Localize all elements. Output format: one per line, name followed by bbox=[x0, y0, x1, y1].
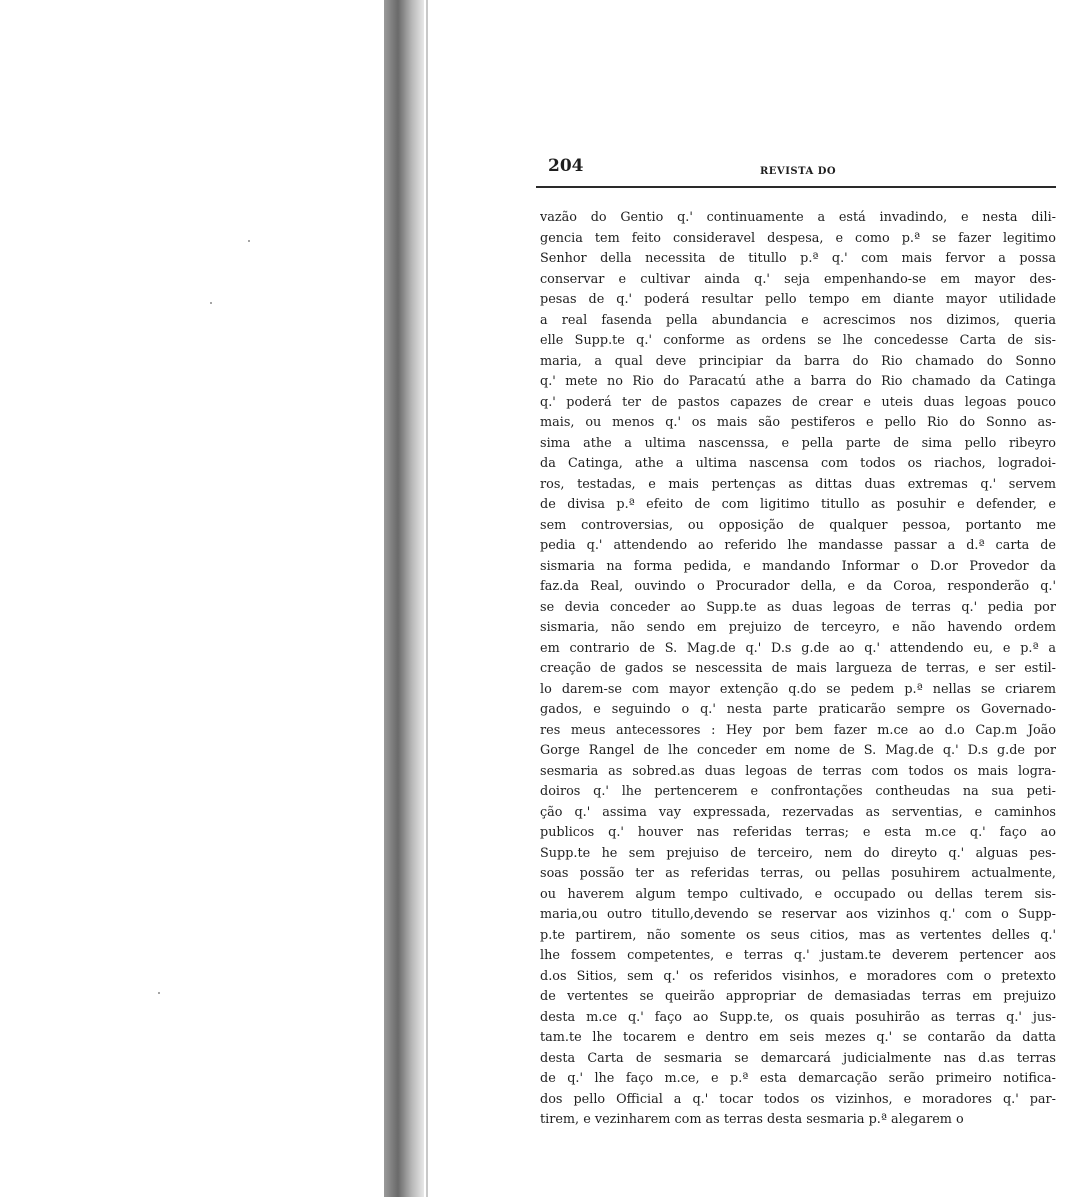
text-line: desta Carta de sesmaria se demarcará judicialmente nas d.as terras bbox=[540, 1050, 1056, 1066]
text-line: lo darem-se com mayor extenção q.do se pedem p.ª nellas se criarem bbox=[540, 681, 1056, 697]
text-line: gados, e seguindo o q.' nesta parte praticarão sempre os Governado- bbox=[540, 702, 1056, 717]
text-line: sismaria na forma pedida, e mandando Informar o D.or Provedor da bbox=[540, 558, 1056, 574]
text-line: ros, testadas, e mais pertenças as dittas duas extremas q.' servem bbox=[540, 476, 1056, 492]
text-line: vazão do Gentio q.' continuamente a está invadindo, e nesta dili- bbox=[540, 210, 1056, 225]
text-line: soas possão ter as referidas terras, ou pellas posuhirem actualmente, bbox=[540, 866, 1056, 881]
text-line: faz.da Real, ouvindo o Procurador della, e da Coroa, responderão q.' bbox=[540, 579, 1056, 594]
text-line: desta m.ce q.' faço ao Supp.te, os quais posuhirão as terras q.' jus- bbox=[540, 1009, 1056, 1025]
text-line: da Catinga, athe a ultima nascensa com todos os riachos, logradoi- bbox=[540, 456, 1056, 471]
text-line: pesas de q.' poderá resultar pello tempo em diante mayor utilidade bbox=[540, 292, 1056, 307]
text-line: creação de gados se nescessita de mais largueza de terras, e ser estil- bbox=[540, 661, 1056, 676]
text-line: de q.' lhe faço m.ce, e p.ª esta demarcação serão primeiro notifica- bbox=[540, 1071, 1056, 1086]
text-line: sem controversias, ou opposição de qualquer pessoa, portanto me bbox=[540, 517, 1056, 533]
text-line: ou haverem algum tempo cultivado, e occupado ou dellas terem sis- bbox=[540, 886, 1056, 902]
text-line: sismaria, não sendo em prejuizo de terceyro, e não havendo ordem bbox=[540, 620, 1056, 635]
text-line: p.te partirem, não somente os seus citios, mas as vertentes delles q.' bbox=[540, 927, 1056, 943]
text-line: de divisa p.ª efeito de com ligitimo titullo as posuhir e defender, e bbox=[540, 497, 1056, 512]
text-line: mais, ou menos q.' os mais são pestiferos e pello Rio do Sonno as- bbox=[540, 415, 1056, 430]
scan-speck bbox=[210, 302, 212, 304]
text-line: gencia tem feito consideravel despesa, e como p.ª se fazer legitimo bbox=[540, 230, 1056, 246]
text-line: Senhor della necessita de titullo p.ª q.' com mais fervor a possa bbox=[540, 251, 1056, 266]
text-line: em contrario de S. Mag.de q.' D.s g.de ao q.' attendendo eu, e p.ª a bbox=[540, 640, 1056, 656]
body-text bbox=[536, 208, 1056, 1131]
text-line: dos pello Official a q.' tocar todos os vizinhos, e moradores q.' par- bbox=[540, 1091, 1056, 1107]
text-line: sesmaria as sobred.as duas legoas de terras com todos os mais logra- bbox=[540, 763, 1056, 779]
text-line: sima athe a ultima nascenssa, e pella parte de sima pello ribeyro bbox=[540, 435, 1056, 451]
text-line: de vertentes se queirão appropriar de demasiadas terras em prejuizo bbox=[540, 989, 1056, 1004]
running-head: REVISTA DO bbox=[760, 166, 837, 177]
text-line: lhe fossem competentes, e terras q.' justam.te deverem pertencer aos bbox=[540, 948, 1056, 963]
text-line: ção q.' assima vay expressada, rezervadas as serventias, e caminhos bbox=[540, 804, 1056, 820]
scan-speck bbox=[248, 240, 250, 242]
text-line: d.os Sitios, sem q.' os referidos visinhos, e moradores com o pretexto bbox=[540, 968, 1056, 984]
text-line: tirem, e vezinharem com as terras desta sesmaria p.ª alegarem o bbox=[540, 1112, 964, 1127]
scan-speck bbox=[158, 992, 160, 994]
page-header bbox=[536, 150, 1056, 188]
page-number: 204 bbox=[548, 156, 584, 176]
book-page bbox=[536, 150, 1056, 1131]
book-gutter-shadow bbox=[384, 0, 424, 1197]
text-line: conservar e cultivar ainda q.' seja empenhando-se em mayor des- bbox=[540, 271, 1056, 287]
text-line: se devia conceder ao Supp.te as duas legoas de terras q.' pedia por bbox=[540, 599, 1056, 615]
text-line: publicos q.' houver nas referidas terras; e esta m.ce q.' faço ao bbox=[540, 825, 1056, 840]
text-line: tam.te lhe tocarem e dentro em seis mezes q.' se contarão da datta bbox=[540, 1030, 1056, 1045]
text-line: maria, a qual deve principiar da barra do Rio chamado do Sonno bbox=[540, 353, 1056, 369]
text-line: maria,ou outro titullo,devendo se reservar aos vizinhos q.' com o Supp- bbox=[540, 907, 1056, 922]
text-line: doiros q.' lhe pertencerem e confrontações contheudas na sua peti- bbox=[540, 784, 1056, 799]
text-line: res meus antecessores : Hey por bem fazer m.ce ao d.o Cap.m João bbox=[540, 722, 1056, 738]
text-line: elle Supp.te q.' conforme as ordens se lhe concedesse Carta de sis- bbox=[540, 333, 1056, 348]
text-line: a real fasenda pella abundancia e acrescimos nos dizimos, queria bbox=[540, 312, 1056, 328]
text-line: q.' mete no Rio do Paracatú athe a barra do Rio chamado da Catinga bbox=[540, 374, 1056, 389]
text-line: Supp.te he sem prejuiso de terceiro, nem do direyto q.' alguas pes- bbox=[540, 845, 1056, 861]
gutter-edge-line bbox=[426, 0, 428, 1197]
text-line: Gorge Rangel de lhe conceder em nome de S. Mag.de q.' D.s g.de por bbox=[540, 743, 1056, 758]
text-line: pedia q.' attendendo ao referido lhe mandasse passar a d.ª carta de bbox=[540, 538, 1056, 553]
text-line: q.' poderá ter de pastos capazes de crear e uteis duas legoas pouco bbox=[540, 394, 1056, 410]
